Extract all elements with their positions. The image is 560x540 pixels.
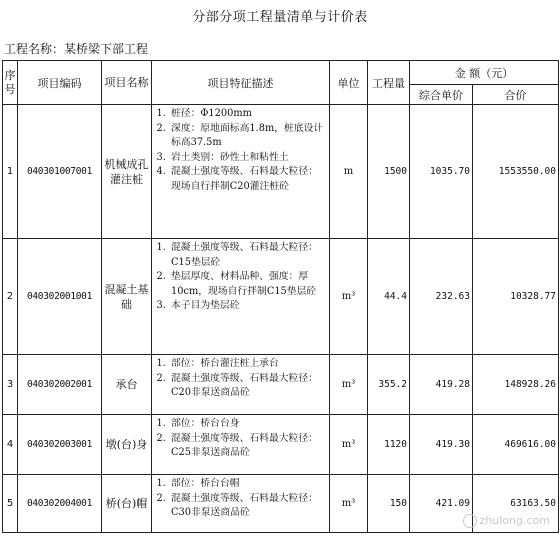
description-item: 1. 部位：桥台灌注桩上承台 bbox=[169, 357, 327, 372]
header-code: 项目编码 bbox=[18, 61, 102, 105]
row-seq: 5 bbox=[3, 475, 18, 533]
row-total: 469616.00 bbox=[473, 415, 559, 475]
row-quantity: 1500 bbox=[368, 105, 410, 239]
header-qty: 工程量 bbox=[368, 61, 410, 105]
watermark-text: zhulong.com bbox=[479, 514, 550, 527]
description-item: 1. 部位：桥台台身 bbox=[169, 417, 327, 432]
table-row bbox=[3, 355, 559, 415]
header-amount: 金 额（元） bbox=[410, 61, 559, 85]
row-description bbox=[152, 415, 330, 475]
row-seq: 1 bbox=[3, 105, 18, 239]
watermark bbox=[463, 514, 550, 528]
row-total: 10328.77 bbox=[473, 239, 559, 355]
header-unit-price: 综合单价 bbox=[410, 85, 473, 105]
page-title: 分部分项工程量清单与计价表 bbox=[192, 10, 368, 25]
row-description bbox=[152, 355, 330, 415]
row-total: 148928.26 bbox=[473, 355, 559, 415]
row-seq: 3 bbox=[3, 355, 18, 415]
header-name: 项目名称 bbox=[102, 61, 152, 105]
row-unit: m³ bbox=[330, 239, 368, 355]
project-name-label: 工程名称： bbox=[4, 42, 65, 56]
row-unit-price: 421.09 bbox=[410, 475, 473, 533]
description-item: 1. 部位：桥台台帽 bbox=[169, 477, 327, 492]
header-desc: 项目特征描述 bbox=[152, 61, 330, 105]
row-quantity: 150 bbox=[368, 475, 410, 533]
row-name: 承台 bbox=[102, 355, 152, 415]
description-item: 2. 深度：原地面标高1.8m，桩底设计标高37.5m bbox=[169, 122, 327, 151]
description-item: 3. 本子目为垫层砼 bbox=[169, 299, 327, 314]
row-name: 桥(台)帽 bbox=[102, 475, 152, 533]
row-unit-price: 232.63 bbox=[410, 239, 473, 355]
description-item: 2. 垫层厚度、材料品种、强度：厚10cm，现场自行拌制C15垫层砼 bbox=[169, 270, 327, 299]
description-item: 2. 混凝土强度等级、石料最大粒径：C25非泵送商品砼 bbox=[169, 432, 327, 461]
row-description bbox=[152, 105, 330, 239]
row-seq: 4 bbox=[3, 415, 18, 475]
row-code: 040302004001 bbox=[18, 475, 102, 533]
row-description bbox=[152, 239, 330, 355]
row-quantity: 1120 bbox=[368, 415, 410, 475]
description-item: 1. 混凝土强度等级、石料最大粒径：C15垫层砼 bbox=[169, 241, 327, 270]
row-name: 混凝土基础 bbox=[102, 239, 152, 355]
description-list bbox=[154, 241, 327, 314]
table-row bbox=[3, 105, 559, 239]
row-total: 1553550.00 bbox=[473, 105, 559, 239]
row-seq: 2 bbox=[3, 239, 18, 355]
row-code: 040301007001 bbox=[18, 105, 102, 239]
row-name: 墩(台)身 bbox=[102, 415, 152, 475]
description-list bbox=[154, 417, 327, 461]
table-row bbox=[3, 415, 559, 475]
table-row bbox=[3, 239, 559, 355]
description-item: 2. 混凝土强度等级、石料最大粒径：C20非泵送商品砼 bbox=[169, 372, 327, 401]
bill-of-quantities-table bbox=[2, 60, 559, 533]
description-item: 1. 桩径：Φ1200mm bbox=[169, 107, 327, 122]
header-total: 合价 bbox=[473, 85, 559, 105]
description-item: 2. 混凝土强度等级、石料最大粒径：C30非泵送商品砼 bbox=[169, 492, 327, 521]
row-unit-price: 419.30 bbox=[410, 415, 473, 475]
row-quantity: 355.2 bbox=[368, 355, 410, 415]
row-code: 040302001001 bbox=[18, 239, 102, 355]
row-unit: m³ bbox=[330, 475, 368, 533]
row-code: 040302002001 bbox=[18, 355, 102, 415]
description-item: 3. 岩土类别：砂性土和粘性土 bbox=[169, 151, 327, 166]
description-item: 4. 混凝土强度等级、石料最大粒径：现场自行拌制C20灌注桩砼 bbox=[169, 165, 327, 194]
header-unit: 单位 bbox=[330, 61, 368, 105]
description-list bbox=[154, 107, 327, 194]
row-name: 机械成孔灌注桩 bbox=[102, 105, 152, 239]
row-description bbox=[152, 475, 330, 533]
row-code: 040302003001 bbox=[18, 415, 102, 475]
row-total: 63163.50 bbox=[473, 475, 559, 533]
description-list bbox=[154, 477, 327, 521]
description-list bbox=[154, 357, 327, 401]
header-seq: 序号 bbox=[3, 61, 18, 105]
row-unit-price: 419.28 bbox=[410, 355, 473, 415]
row-unit: m³ bbox=[330, 355, 368, 415]
row-unit: m bbox=[330, 105, 368, 239]
row-unit: m³ bbox=[330, 415, 368, 475]
row-unit-price: 1035.70 bbox=[410, 105, 473, 239]
project-name-value: 某桥梁下部工程 bbox=[64, 42, 149, 56]
project-name-line bbox=[4, 40, 148, 57]
watermark-logo-icon bbox=[463, 514, 477, 528]
row-quantity: 44.4 bbox=[368, 239, 410, 355]
